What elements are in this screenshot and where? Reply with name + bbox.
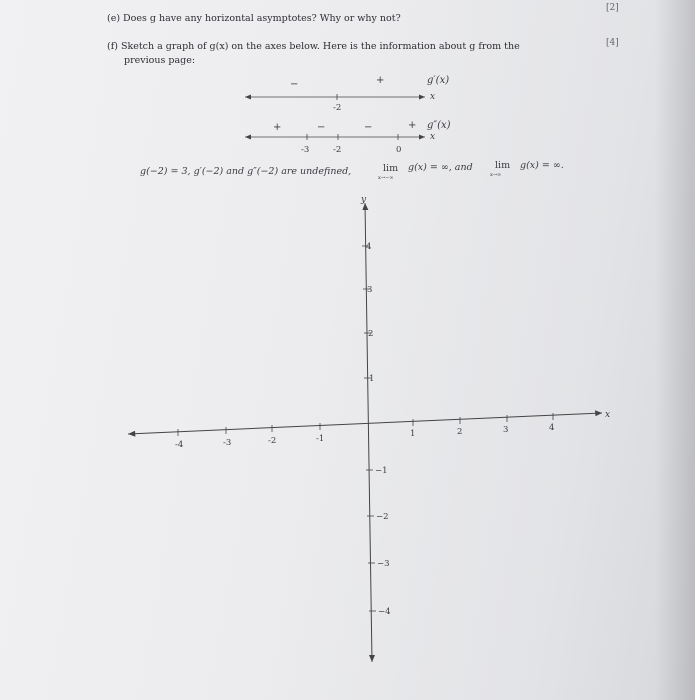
- given-lim2: lim: [495, 160, 511, 171]
- y-tick--3: −3: [377, 559, 390, 569]
- x-tick--2: -2: [268, 436, 277, 446]
- y-tick--2: −2: [376, 512, 389, 522]
- x-tick--1: -1: [316, 434, 325, 444]
- x-tick-marks: [178, 413, 553, 436]
- pt-g2-2: 0: [396, 145, 402, 155]
- sign-g2-1: −: [317, 122, 326, 133]
- question-f-line2: previous page:: [124, 55, 196, 66]
- y-axis-label: y: [361, 195, 367, 205]
- y-tick-marks: [362, 246, 376, 611]
- y-tick-3: 3: [367, 285, 373, 295]
- var-g1: x: [430, 92, 436, 102]
- y-tick--1: −1: [375, 466, 388, 476]
- sign-g1-right: +: [376, 75, 385, 86]
- var-g2: x: [430, 132, 436, 142]
- x-tick-1: 1: [410, 429, 416, 439]
- y-tick-4: 4: [366, 242, 372, 252]
- label-g1: g′(x): [427, 75, 450, 86]
- x-axis-label: x: [605, 410, 611, 420]
- y-axis: [365, 203, 375, 662]
- sign-g2-3: +: [408, 120, 417, 131]
- question-f-line1: (f) Sketch a graph of g(x) on the axes below. Here is the information about g from the: [107, 41, 520, 52]
- given-part2: g(x) = ∞, and: [408, 162, 473, 173]
- pt-g1: -2: [333, 103, 342, 113]
- y-tick-2: 2: [368, 329, 374, 339]
- x-tick-2: 2: [457, 427, 463, 437]
- given-lim1: lim: [383, 163, 399, 174]
- y-axis-down-arrow-icon: [369, 655, 375, 662]
- x-tick--4: -4: [175, 440, 184, 450]
- sign-g1-left: −: [290, 79, 299, 90]
- sign-g2-0: +: [273, 122, 282, 133]
- given-part3: g(x) = ∞.: [520, 160, 564, 171]
- x-axis-left-arrow-icon: [128, 431, 135, 437]
- sign-g2-2: −: [364, 122, 373, 133]
- given-lim1-sub: x→−∞: [378, 175, 394, 181]
- x-tick--3: -3: [223, 438, 232, 448]
- x-tick-4: 4: [549, 423, 555, 433]
- x-axis-right-arrow-icon: [595, 410, 602, 416]
- question-e: (e) Does g have any horizontal asymptotes? Why or why not?: [107, 13, 401, 24]
- given-lim2-sub: x→∞: [490, 172, 502, 178]
- label-g2: g″(x): [427, 120, 451, 131]
- x-axis: [128, 413, 602, 434]
- question-e-marks: [2]: [606, 3, 619, 13]
- pt-g2-1: -2: [333, 145, 342, 155]
- question-f-marks: [4]: [606, 38, 619, 48]
- y-tick--4: −4: [378, 607, 391, 617]
- y-tick-1: 1: [369, 374, 375, 384]
- x-tick-3: 3: [503, 425, 509, 435]
- pt-g2-0: -3: [301, 145, 310, 155]
- given-part1: g(−2) = 3, g′(−2) and g″(−2) are undefined,: [140, 166, 352, 177]
